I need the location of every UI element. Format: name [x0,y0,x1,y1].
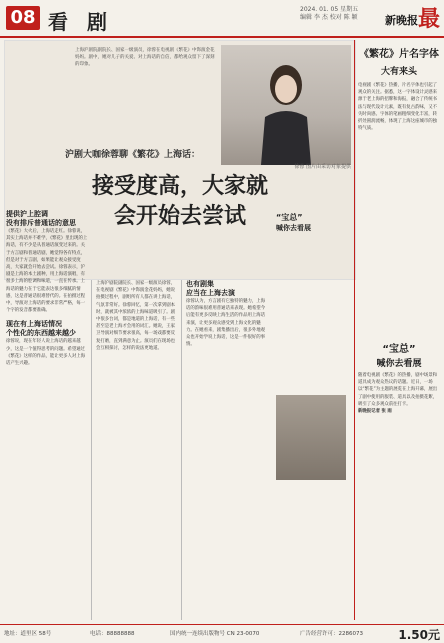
subhead-3 [186,280,268,298]
price: 1.50元 [398,628,440,642]
subhead-1-line-1: 提供沪上腔调 [6,210,48,218]
footer [0,624,444,641]
paper-logo-main: 最 [417,6,440,32]
subhead-1 [6,210,88,228]
exhibit-subtitle: 喊你去看展 [376,359,422,369]
paper-logo [380,2,440,32]
review-subtitle: 大有来头 [380,67,417,77]
date-editor-line [300,6,358,22]
column-1b-text: 徐蓉说，现在年轻人说上海话的越来越少，这是一个值得思考的问题。希望通过《繁花》这样的作品，能让更多人对上海话产生兴趣。 [6,339,86,367]
exhibit-body [358,372,440,612]
column-1-text: 《繁花》大火后，上海话走红。徐蓉说，其实上海话并不难学，《繁花》里出现的上海话，有不少是从普通话演变过来的。关于方言剧和普通话剧，她觉得各有特点，但是对于方言剧，如果能让观众接受度高，大家就会开始去尝试。徐蓉表示，沪剧是上海的本土剧种，用上海话演唱，有很多上海的腔调和味道，一直在传承。上海话的魅力在于它能表达很多细腻的情感，这是普通话很难替代的。在拍摄过程中，导演对上海话的要求非常严格，每一个字的发音都要准确。 [6,229,88,314]
kicker: 沪剧大咖徐蓉聊《繁花》上海话： [65,150,201,160]
subhead-3-line-1: 也有剧集 [186,280,214,288]
exhibit-text: 随着电视剧《繁花》的热播，剧中场景和道具成为观众热议的话题。近日，一场以“繁花”为主题的展览在上海开幕，展出了剧中使用的服装、道具以及拍摄花絮，吸引了众多观众前往打卡。 [358,373,438,407]
footer-phone: 电话：88888888 [90,631,135,637]
subhead-1-line-2: 没有排斥普通话的意思 [6,219,76,227]
exhibit-title: “宝总” [382,344,416,355]
review-body: 电视剧《繁花》热播，片名字体也引起了观众的关注。据悉，这一字体设计灵感来源于老上海的招牌和海报，融合了传统书法与现代设计元素，既有复古韵味，又不失时尚感。字体的笔画粗细变化丰富，转折处圆润流畅，体现了上海这座城市的独特气质。 [358,83,438,132]
subhead-3-line-2: 应当在上海去演 [186,289,235,297]
headline-line-2: 会开始去尝试 [113,203,246,229]
right-column [358,40,440,620]
section-title: 看 剧 [48,10,113,34]
subhead-2-line-2: 个性化的东西越来越少 [6,329,76,338]
article-column-3 [186,280,268,620]
column-3-text: 徐蓉认为，方言剧有它独特的魅力，上海话的韵味很难用普通话来表现。她希望今后能有更多反映上海生活的作品用上海话来演，让更多观众感受到上海文化的魅力。在她看来，剧集播出后，很多外地观众也开始学说上海话，这是一件很好的事情。 [186,299,266,348]
photo-caption: 徐蓉 图片由采访对象提供 [294,164,351,170]
page-number-badge: 08 [6,6,40,30]
side-quote-line-2: 喊你去看展 [276,224,311,232]
masthead [0,0,444,38]
lead-text: 上海沪剧院副院长、国家一级演员，徐蓉在电视剧《繁花》中饰演金花妈妈。剧中，她对儿子的关爱、对上海话的自信，都给观众留下了深刻的印象。 [75,48,215,67]
review-title: 《繁花》片名字体 [359,49,439,60]
footer-cn: 国内统一连续出版物号 CN 23-0070 [170,631,260,637]
footer-license: 广告经营许可：2286073 [300,631,363,637]
portrait-figure [251,55,321,165]
column-divider [91,280,92,620]
subhead-2 [6,320,88,338]
paper-logo-sub: 新晚报 [385,14,418,27]
article-column-2: 上海沪剧院副院长、国家一级演员徐蓉，在电视剧《繁花》中饰演金花妈妈，她说拍摄过程中，剧组所有人都在讲上海话，气氛非常好。徐蓉回忆，第一次拿到剧本时，就被其中浓浓的上海味道吸引了。剧中很多台词，都是地道的上海话，有一些甚至是老上海才会用的词汇。她说，王家卫导演对细节要求很高，每一场戏都要反复打磨，直到满意为止。演员们在现场也会互相探讨，怎样的说法更地道。 [96,281,176,351]
right-column-divider [354,40,355,620]
subhead-2-line-1: 现在有上海话情况 [6,320,62,329]
headline-line-1: 接受度高，大家就 [91,173,268,199]
stage-photo [276,395,346,480]
date-line: 2024. 01. 05 星期五 [300,6,359,13]
article-column-1 [6,210,88,620]
portrait-photo [221,45,351,165]
column-divider [181,280,182,620]
footer-address: 地址：道里区 58号 [4,631,52,637]
side-quote-line-1: “宝总” [276,213,303,222]
side-quote [276,212,346,233]
byline: 新晚报记者 张 雨 [358,409,392,415]
editor-line: 编辑 李 杰 校对 陈 颖 [300,14,358,21]
